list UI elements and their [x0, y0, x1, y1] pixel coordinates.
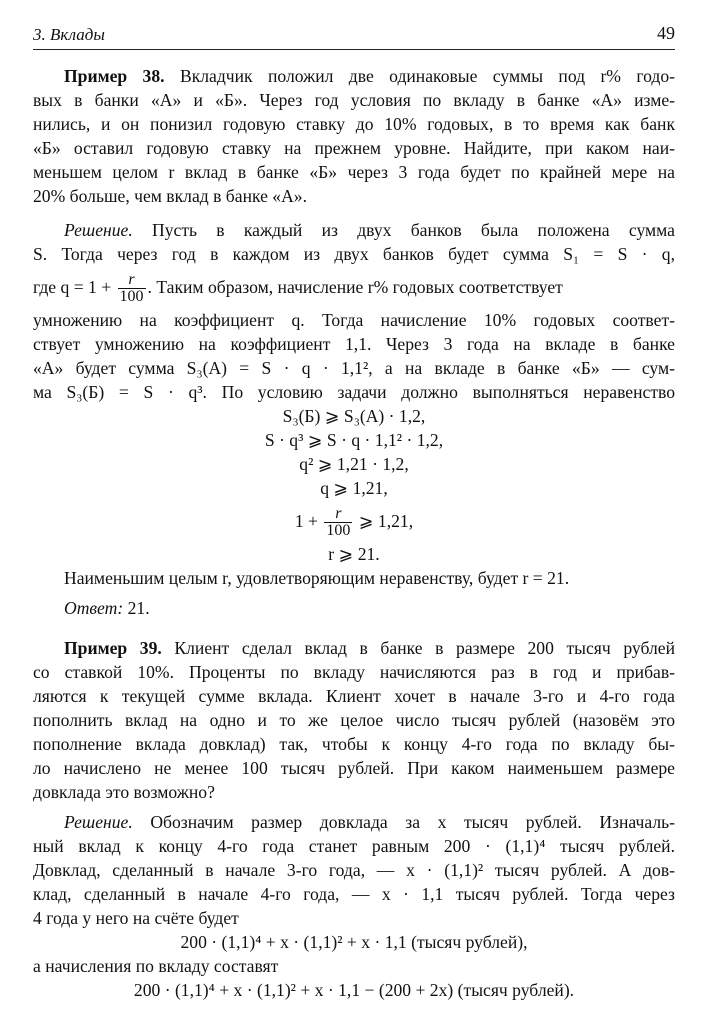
solution-38-line-1	[33, 218, 675, 242]
equation: 200 · (1,1)⁴ + x · (1,1)² + x · 1,1 (тысяч рублей),	[180, 932, 528, 952]
fraction-r-over-100	[118, 272, 146, 305]
text-line: со ставкой 10%. Проценты по вкладу начисляются раз в год и прибав-	[33, 662, 675, 682]
fraction-numerator: r	[118, 272, 146, 289]
text-line: вых в банки «А» и «Б». Через год условия по вкладу в банке «А» изме-	[33, 90, 675, 110]
text-line: клад, сделанный в начале 4-го года, — x · 1,1 тысяч рублей. Тогда через	[33, 884, 675, 904]
chapter-title: 3. Вклады	[33, 25, 105, 44]
text-line: «А» будет сумма S₃(А) = S · q · 1,1², а на вкладе в банке «Б» — сум-	[33, 358, 675, 378]
text-fragment: ⩾ 1,21,	[358, 511, 414, 531]
text-line: «Б» оставил годовую ставку на прежнем уровне. Найдите, при каком наи-	[33, 138, 675, 158]
formula-line-q	[33, 266, 675, 308]
text-line: ный вклад к концу 4-го года станет равным 200 · (1,1)⁴ тысяч рублей.	[33, 836, 675, 856]
answer-value: 21.	[127, 598, 150, 618]
answer-label: Ответ:	[64, 598, 124, 618]
text-line: умножению на коэффициент q. Тогда начисление 10% годовых соответ-	[33, 310, 675, 330]
text-line: S. Тогда через год в каждом из двух банков будет сумма S₁ = S · q,	[33, 244, 675, 264]
text-line: ляются к текущей сумме вклада. Клиент хочет в начале 3-го и 4-го года	[33, 686, 675, 706]
page-header	[33, 19, 675, 50]
equation: S₃(Б) ⩾ S₃(А) · 1,2,	[282, 406, 426, 426]
text-line: Вкладчик положил две одинаковые суммы под r% годо-	[179, 66, 676, 86]
text-line: ло начислено не менее 100 тысяч рублей. При каком наименьшем размере	[33, 758, 675, 778]
example-39-line-1	[33, 636, 675, 660]
text-line: пополнить вклад на одно и то же целое число тысяч рублей (назовём это	[33, 710, 675, 730]
text-line: Пусть в каждый из двух банков была положена сумма	[152, 220, 675, 240]
text-fragment: . Таким образом, начисление r% годовых соответствует	[147, 277, 563, 297]
equation: r ⩾ 21.	[328, 544, 380, 564]
text-line: 4 года у него на счёте будет	[33, 908, 239, 928]
example-38-title: Пример 38.	[64, 66, 165, 86]
text-fragment: где q = 1 +	[33, 277, 112, 297]
equation: S · q³ ⩾ S · q · 1,1² · 1,2,	[264, 430, 444, 450]
example-39-title: Пример 39.	[64, 638, 162, 658]
example-38-line-1	[33, 64, 675, 88]
text-line: а начисления по вкладу составят	[33, 956, 279, 976]
text-line: Обозначим размер довклада за x тысяч рублей. Изначаль-	[150, 812, 675, 832]
text-line: ствует умножению на коэффициент 1,1. Через 3 года на вкладе в банке	[33, 334, 675, 354]
text-line: пополнение вклада довклад) так, чтобы к концу 4-го года по вкладу бы-	[33, 734, 675, 754]
text-line: нились, и он понизил годовую ставку до 10% годовых, в то время как банк	[33, 114, 675, 134]
equation: 200 · (1,1)⁴ + x · (1,1)² + x · 1,1 − (200 + 2x) (тысяч рублей).	[133, 980, 575, 1000]
equation: q² ⩾ 1,21 · 1,2,	[299, 454, 409, 474]
solution-label: Решение.	[64, 220, 133, 240]
text-line: 20% больше, чем вклад в банке «А».	[33, 186, 308, 206]
answer-line	[33, 596, 675, 620]
fraction-denominator: 100	[119, 288, 144, 306]
solution-label: Решение.	[64, 812, 133, 832]
page-number: 49	[657, 23, 675, 43]
text-line: меньшем целом r вклад в банке «Б» через 3 года будет по крайней мере на	[33, 162, 675, 182]
fraction-denominator: 100	[326, 522, 351, 540]
equation-with-fraction	[33, 500, 675, 542]
example-39	[33, 636, 675, 1002]
fraction-r-over-100	[324, 506, 352, 539]
equation: q ⩾ 1,21,	[320, 478, 388, 498]
text-line: довклада это возможно?	[33, 782, 215, 802]
solution-39-line-1	[33, 810, 675, 834]
text-line: ма S₃(Б) = S · q³. По условию задачи должно выполняться неравенство	[33, 382, 675, 402]
text-fragment: 1 +	[294, 511, 318, 531]
fraction-numerator: r	[324, 506, 352, 523]
text-line: Довклад, сделанный в начале 3-го года, — x · (1,1)² тысяч рублей. А дов-	[33, 860, 675, 880]
text-line: Клиент сделал вклад в банке в размере 200 тысяч рублей	[174, 638, 675, 658]
conclusion-line: Наименьшим целым r, удовлетворяющим неравенству, будет r = 21.	[64, 568, 570, 588]
example-38	[33, 64, 675, 620]
